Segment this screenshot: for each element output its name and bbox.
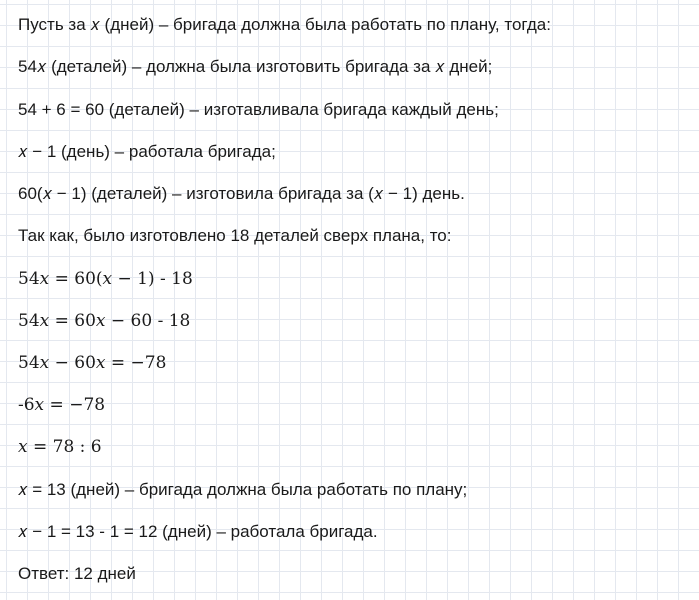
text-line-intro: Пусть за 𝑥 (дней) – бригада должна была работать по плану, тогда: <box>18 15 551 34</box>
equation-line-4: -6𝑥 = −78 <box>18 395 106 415</box>
equation-line-1: 54𝑥 = 60(𝑥 − 1) - 18 <box>18 269 193 289</box>
text-line-daily-rate: 54 + 6 = 60 (деталей) – изготавливала бригада каждый день; <box>18 100 499 119</box>
text-line-actual-days: 𝑥 − 1 (день) – работала бригада; <box>18 142 276 161</box>
equation-line-3: 54𝑥 − 60𝑥 = −78 <box>18 353 167 373</box>
answer-line: Ответ: 12 дней <box>18 564 136 583</box>
text-line-result-actual: 𝑥 − 1 = 13 - 1 = 12 (дней) – работала бригада. <box>18 522 378 541</box>
equation-line-2: 54𝑥 = 60𝑥 − 60 - 18 <box>18 311 191 331</box>
text-line-planned-parts: 54𝑥 (деталей) – должна была изготовить бригада за 𝑥 дней; <box>18 57 493 76</box>
text-line-condition: Так как, было изготовлено 18 деталей сверх плана, то: <box>18 226 452 245</box>
text-line-result-planned: 𝑥 = 13 (дней) – бригада должна была работать по плану; <box>18 480 468 499</box>
equation-line-5: 𝑥 = 78 : 6 <box>18 437 102 457</box>
text-line-actual-parts: 60(𝑥 − 1) (деталей) – изготовила бригада за (𝑥 − 1) день. <box>18 184 465 203</box>
